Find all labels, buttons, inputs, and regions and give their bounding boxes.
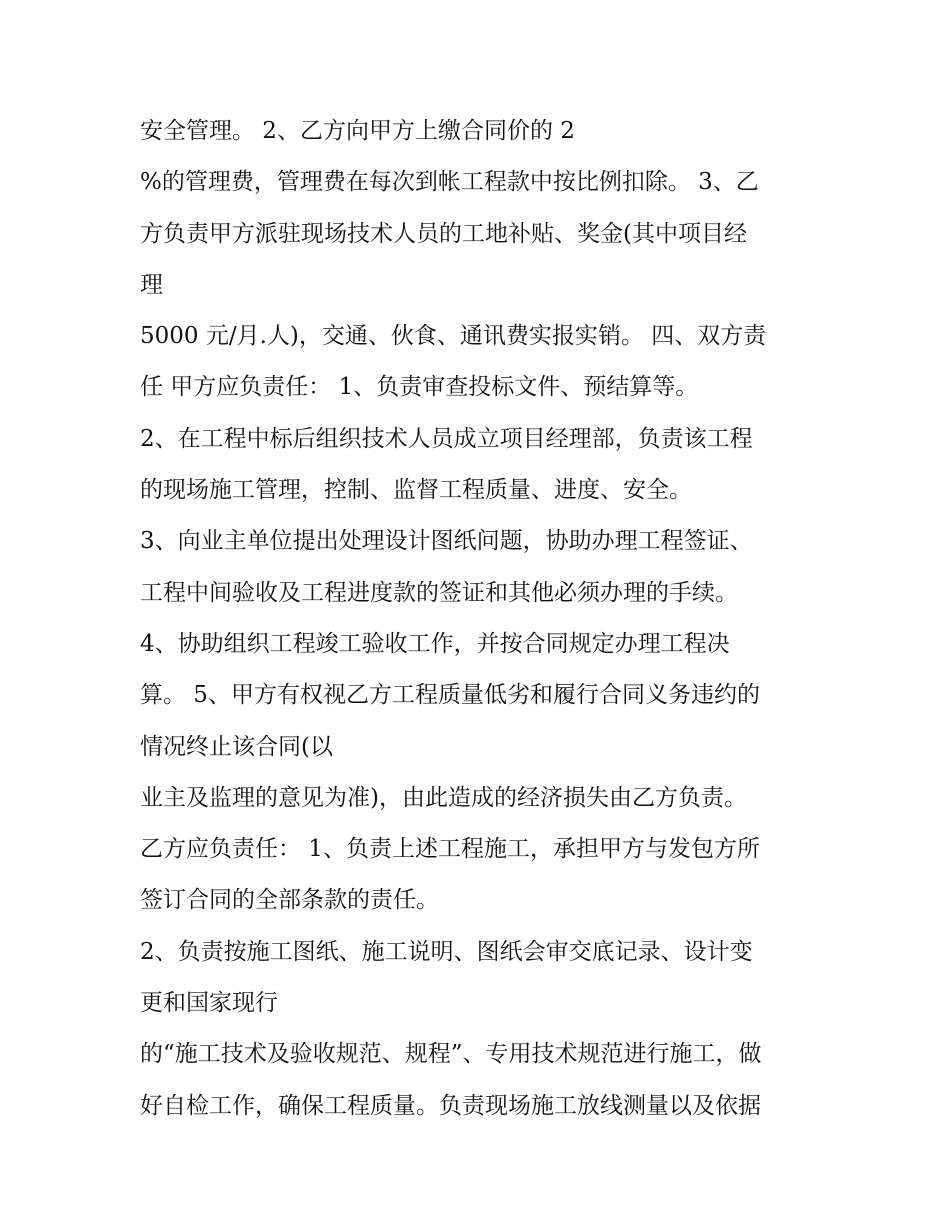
- text-line: 业主及监理的意见为准)，由此造成的经济损失由乙方负责。: [140, 784, 747, 811]
- text-line: 理: [140, 271, 163, 298]
- text-line: 签订合同的全部条款的责任。: [140, 887, 439, 914]
- text-line: 安全管理。 2、乙方向甲方上缴合同价的 2: [140, 118, 575, 144]
- text-line: 方负责甲方派驻现场技术人员的工地补贴、奖金(其中项目经: [140, 220, 747, 247]
- text-line: 情况终止该合同(以: [140, 733, 333, 760]
- text-line: 的“施工技术及验收规范、规程”、专用技术规范进行施工，做: [140, 1041, 762, 1068]
- document-body: [140, 108, 820, 1134]
- text-line: 工程中间验收及工程进度款的签证和其他必须办理的手续。: [140, 579, 738, 606]
- text-line: 乙方应负责任： 1、负责上述工程施工，承担甲方与发包方所: [140, 836, 760, 863]
- text-line: 2、负责按施工图纸、施工说明、图纸会审交底记录、设计变: [140, 938, 753, 965]
- text-line: 算。 5、甲方有权视乙方工程质量低劣和履行合同义务违约的: [140, 682, 760, 709]
- text-line: 5000 元/月.人)，交通、伙食、通讯费实报实销。 四、双方责: [140, 323, 767, 350]
- text-line: 的现场施工管理，控制、监督工程质量、进度、安全。: [140, 477, 692, 504]
- text-line: 4、协助组织工程竣工验收工作，并按合同规定办理工程决: [140, 630, 730, 657]
- text-line: %的管理费，管理费在每次到帐工程款中按比例扣除。 3、乙: [140, 169, 759, 196]
- text-line: 任 甲方应负责任： 1、负责审查投标文件、预结算等。: [140, 374, 699, 401]
- text-line: 更和国家现行: [140, 990, 278, 1017]
- text-line: 2、在工程中标后组织技术人员成立项目经理部，负责该工程: [140, 425, 753, 452]
- text-line: 好自检工作，确保工程质量。负责现场施工放线测量以及依据: [140, 1092, 761, 1119]
- text-line: 3、向业主单位提出处理设计图纸问题，协助办理工程签证、: [140, 528, 753, 555]
